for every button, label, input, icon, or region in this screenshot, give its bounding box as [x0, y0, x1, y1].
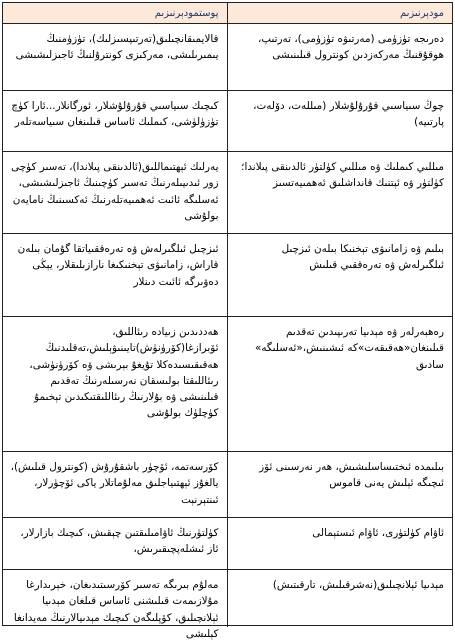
header-postmodernism: پوستمودېرنىزىم: [3, 3, 228, 23]
modernism-cell: مىللىي كىملىك ۋە مىللىي كۈلتۈر ئالدىنقى پىلاندا؛ كۈلتۈر ۋە ئېتنىك قانداشلىق ئەھمىيەتسىز: [241, 161, 444, 190]
modernism-cell: دەرىجە تۈزۈمى (مەرتىۋە تۈزۈمى)، تەرتىپ، ھوقۇقنىڭ مەركەزدىن كونترول قىلىنىشى: [257, 33, 444, 62]
header-modernism: مودېرنىزىم: [399, 7, 444, 19]
table-row: [3, 452, 452, 518]
postmodernism-cell: يەرلىك ئېھتىماللىق(ئالدىنقى پىلاندا)، تەسىر كۈچى زور ئىدىيىلەرنىڭ تەسىر كۈچىنىڭ ئاجىزلىشىشى، ئەسلىگە ئائىت ئەھمىيەتلەرنىڭ ئەكسىنىڭ نامايەن بولۇشى: [3, 152, 228, 233]
postmodernism-cell: كىچىك سىياسىي قۇرۇلۇشلار، ئورگانلار...ئارا كۈچ تۈزۈلۈشى، كىملىك ئاساس قىلىنغان سىياسەتلەر: [3, 91, 228, 151]
modernism-cell: بىلىم ۋە زامانىۋى تېخنىكا بىلەن ئىزچىل ئىلگىرلەش ۋە تەرەققىي قىلىش: [281, 243, 444, 272]
postmodernism-cell: قالايمىقانچىلىق(تەرتىپسىزلىك)، تۈزۈمنىڭ يىمىرىلىشى، مەركىزى كونترۇلنىڭ ئاجىزلىشىشى: [3, 24, 228, 90]
table-row: [3, 234, 452, 317]
postmodernism-cell: ھەددىدىن زىيادە رىئاللىق، ئۆبرازغا(كۆرۈنۈش)تايىنىۋېلىش،تەقلىدنىڭ ھەقىقىسىدەكلا تۇيغۇ بېرىشى ۋە كۆرۈنۈشى، رىئاللىقتا بولىسقان نەرسىلەرنىڭ تەقدىم قىلىنىشى ۋە بۇلارنىڭ رىئاللىقتىكىدىن تېخىمۇ كۈچلۈك بولۇشى: [3, 317, 228, 451]
modernism-cell: ئاۋام كۈلتۈرى، ئاۋام ئىستېمالى: [312, 527, 444, 539]
postmodernism-cell: مەلۇم بىرىگە تەسىر كۆرسىتىدىغان، خېرىدارغا مۇلازىمەت قىلىشنى ئاساس قىلغان مېدىيا ئېلانچىلىق، كۆپلىگەن كىچىك مېدىيالارنىڭ مەيدانغا كېلىشى: [3, 570, 228, 627]
table-row: [3, 317, 452, 452]
table-row: [3, 152, 452, 234]
postmodernism-cell: كۆرسەتمە، ئۆچۈر باشقۇرۇش (كونترول قىلىش)، يالغۇز ئېھتىياجلىق مەلۇماتلار ياكى ئۆچۈرلار، ئىنتېرنېت: [3, 452, 228, 517]
comparison-table: [2, 2, 453, 640]
table-row: [3, 570, 452, 640]
modernism-cell: مېدىيا ئېلانچىلىق(نەشرقىلىش، تارقىتىش): [272, 579, 444, 591]
table-row: [3, 24, 452, 91]
modernism-cell: رەھبەرلەر ۋە مېدىيا تەرىپىدىن تەقدىم قىلىنغان«ھەقىقەت»كە ئىشىنىش،«ئەسلىگە» سادىق: [255, 326, 444, 371]
table-row: [3, 518, 452, 570]
postmodernism-cell: ئىزچىل ئىلگىرلەش ۋە تەرەققىياتقا گۇمان بىلەن قاراش، زامانىۋى تېخنىكىغا نارازىلىقلار، يېڭى دەۋىرگە ئائىت دىنلار: [3, 234, 228, 316]
modernism-cell: چوڭ سىياسىي قۇرۇلۇشلار (مىللەت، دۆلەت، پارتىيە): [253, 100, 444, 129]
table-header: [3, 3, 452, 24]
modernism-cell: بىلىمدە ئىختىساسلىشىش، ھەر نەرسىنى ئۆز ئىچىگە ئېلىش يەنى قاموس: [259, 461, 444, 490]
postmodernism-cell: كۈلتۈرنىڭ ئاۋامىلىقتىن چېقىش، كىچىك بازارلار، ئاز ئىشلەپچىقىرىش،: [3, 518, 228, 569]
table-row: [3, 91, 452, 152]
